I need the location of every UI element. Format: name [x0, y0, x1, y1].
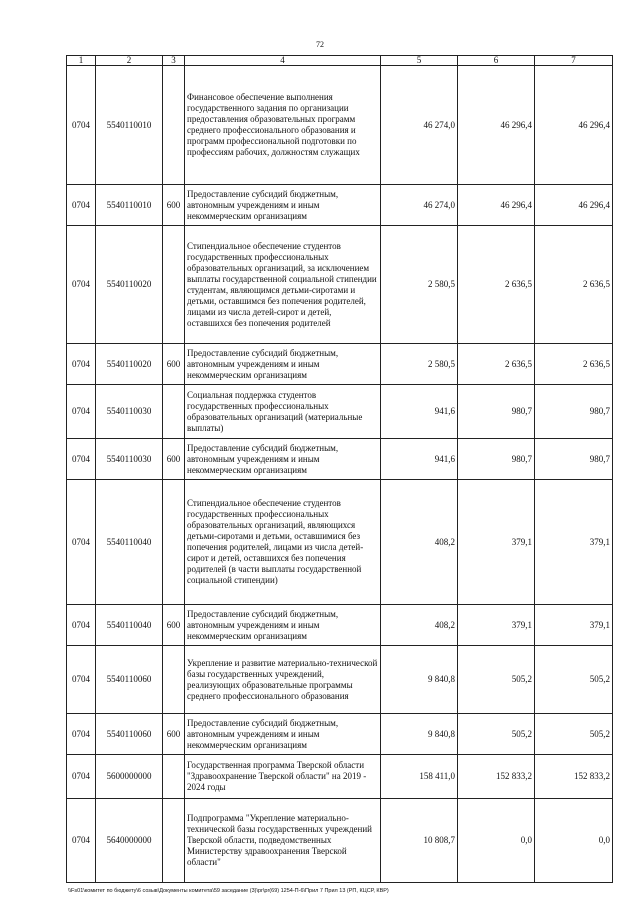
footer-file-path: \\Fs01\комитет по бюджету\6 созыв\Документы комитета\59 заседание (3)\pr\pr(69) 1254-П-6\Прил 7 Прил 13 (РП, КЦСР, КВР): [68, 888, 389, 894]
amount-col6-cell: 505,2: [458, 714, 535, 755]
page-number: 72: [316, 40, 324, 49]
amount-col5-cell: 408,2: [381, 480, 458, 605]
article-cell: 5540110040: [96, 480, 163, 605]
amount-col6-cell: 980,7: [458, 385, 535, 439]
section-cell: 0704: [67, 66, 96, 185]
amount-col7-cell: 980,7: [535, 385, 613, 439]
article-cell: 5540110030: [96, 439, 163, 480]
expense-type-cell: [163, 385, 185, 439]
article-cell: 5540110030: [96, 385, 163, 439]
header-col-7: 7: [535, 56, 613, 66]
name-cell: Предоставление субсидий бюджетным, автономным учреждениям и иным некоммерческим организациям: [185, 714, 381, 755]
name-cell: Финансовое обеспечение выполнения государственного задания по организации предоставления образовательных программ среднего профессионального образования и программ профессиональной подготовки по профессиям рабочих, должностям служащих: [185, 66, 381, 185]
amount-col7-cell: 46 296,4: [535, 66, 613, 185]
name-cell: Укрепление и развитие материально-технической базы государственных учреждений, реализующих образовательные программы среднего профессионального образования: [185, 646, 381, 714]
header-col-2: 2: [96, 56, 163, 66]
section-cell: 0704: [67, 646, 96, 714]
table-row: [67, 799, 613, 883]
amount-col5-cell: 46 274,0: [381, 66, 458, 185]
expense-type-cell: [163, 799, 185, 883]
name-cell: Предоставление субсидий бюджетным, автономным учреждениям и иным некоммерческим организациям: [185, 605, 381, 646]
amount-col7-cell: 379,1: [535, 605, 613, 646]
amount-col5-cell: 408,2: [381, 605, 458, 646]
name-cell: Подпрограмма "Укрепление материально-технической базы государственных учреждений Тверской области, подведомственных Министерству здравоохранения Тверской области": [185, 799, 381, 883]
expense-type-cell: [163, 226, 185, 344]
expense-type-cell: [163, 480, 185, 605]
table-row: [67, 344, 613, 385]
amount-col7-cell: 0,0: [535, 799, 613, 883]
amount-col6-cell: 152 833,2: [458, 755, 535, 799]
amount-col7-cell: 505,2: [535, 646, 613, 714]
article-cell: 5640000000: [96, 799, 163, 883]
table-row: [67, 66, 613, 185]
expense-type-cell: [163, 646, 185, 714]
header-col-6: 6: [458, 56, 535, 66]
section-cell: 0704: [67, 605, 96, 646]
amount-col5-cell: 941,6: [381, 385, 458, 439]
expense-type-cell: 600: [163, 439, 185, 480]
header-col-5: 5: [381, 56, 458, 66]
amount-col5-cell: 46 274,0: [381, 185, 458, 226]
section-cell: 0704: [67, 226, 96, 344]
amount-col7-cell: 152 833,2: [535, 755, 613, 799]
amount-col7-cell: 379,1: [535, 480, 613, 605]
name-cell: Стипендиальное обеспечение студентов государственных профессиональных образовательных организаций, являющихся детьми-сиротами и детьми, оставшимися без попечения родителей, лицами из числа детей-сирот и детей, оставшихся без попечения родителей (в части выплаты государственной социальной стипендии): [185, 480, 381, 605]
article-cell: 5540110060: [96, 646, 163, 714]
expense-type-cell: 600: [163, 344, 185, 385]
amount-col6-cell: 379,1: [458, 605, 535, 646]
table-row: [67, 185, 613, 226]
amount-col6-cell: 505,2: [458, 646, 535, 714]
amount-col7-cell: 2 636,5: [535, 226, 613, 344]
table-row: [67, 755, 613, 799]
name-cell: Социальная поддержка студентов государственных профессиональных образовательных организаций (материальные выплаты): [185, 385, 381, 439]
amount-col6-cell: 2 636,5: [458, 344, 535, 385]
amount-col5-cell: 158 411,0: [381, 755, 458, 799]
name-cell: Предоставление субсидий бюджетным, автономным учреждениям и иным некоммерческим организациям: [185, 185, 381, 226]
article-cell: 5600000000: [96, 755, 163, 799]
amount-col6-cell: 980,7: [458, 439, 535, 480]
expense-type-cell: [163, 755, 185, 799]
amount-col7-cell: 505,2: [535, 714, 613, 755]
header-col-3: 3: [163, 56, 185, 66]
amount-col6-cell: 0,0: [458, 799, 535, 883]
section-cell: 0704: [67, 344, 96, 385]
table-header-row: [67, 56, 613, 66]
table-row: [67, 226, 613, 344]
expense-type-cell: 600: [163, 605, 185, 646]
name-cell: Стипендиальное обеспечение студентов государственных профессиональных образовательных организаций, за исключением выплаты государственной социальной стипендии студентам, являющимся детьми-сиротами и детьми, оставшимся без попечения родителей, лицами из числа детей-сирот и детей, оставшихся без попечения родителей: [185, 226, 381, 344]
amount-col5-cell: 9 840,8: [381, 714, 458, 755]
amount-col7-cell: 2 636,5: [535, 344, 613, 385]
name-cell: Государственная программа Тверской области "Здравоохранение Тверской области" на 2019 - 2024 годы: [185, 755, 381, 799]
amount-col7-cell: 46 296,4: [535, 185, 613, 226]
section-cell: 0704: [67, 439, 96, 480]
name-cell: Предоставление субсидий бюджетным, автономным учреждениям и иным некоммерческим организациям: [185, 344, 381, 385]
table-row: [67, 385, 613, 439]
amount-col6-cell: 379,1: [458, 480, 535, 605]
amount-col5-cell: 10 808,7: [381, 799, 458, 883]
header-col-4: 4: [185, 56, 381, 66]
amount-col6-cell: 46 296,4: [458, 185, 535, 226]
amount-col5-cell: 941,6: [381, 439, 458, 480]
amount-col6-cell: 2 636,5: [458, 226, 535, 344]
section-cell: 0704: [67, 385, 96, 439]
article-cell: 5540110020: [96, 344, 163, 385]
section-cell: 0704: [67, 714, 96, 755]
amount-col7-cell: 980,7: [535, 439, 613, 480]
article-cell: 5540110010: [96, 185, 163, 226]
section-cell: 0704: [67, 755, 96, 799]
amount-col5-cell: 9 840,8: [381, 646, 458, 714]
header-col-1: 1: [67, 56, 96, 66]
section-cell: 0704: [67, 185, 96, 226]
article-cell: 5540110060: [96, 714, 163, 755]
expense-type-cell: 600: [163, 185, 185, 226]
table-row: [67, 439, 613, 480]
amount-col5-cell: 2 580,5: [381, 344, 458, 385]
name-cell: Предоставление субсидий бюджетным, автономным учреждениям и иным некоммерческим организациям: [185, 439, 381, 480]
expense-type-cell: [163, 66, 185, 185]
section-cell: 0704: [67, 480, 96, 605]
section-cell: 0704: [67, 799, 96, 883]
budget-table: [66, 55, 613, 883]
table-row: [67, 646, 613, 714]
article-cell: 5540110020: [96, 226, 163, 344]
amount-col6-cell: 46 296,4: [458, 66, 535, 185]
amount-col5-cell: 2 580,5: [381, 226, 458, 344]
table-row: [67, 480, 613, 605]
table-row: [67, 605, 613, 646]
expense-type-cell: 600: [163, 714, 185, 755]
article-cell: 5540110010: [96, 66, 163, 185]
article-cell: 5540110040: [96, 605, 163, 646]
table-row: [67, 714, 613, 755]
